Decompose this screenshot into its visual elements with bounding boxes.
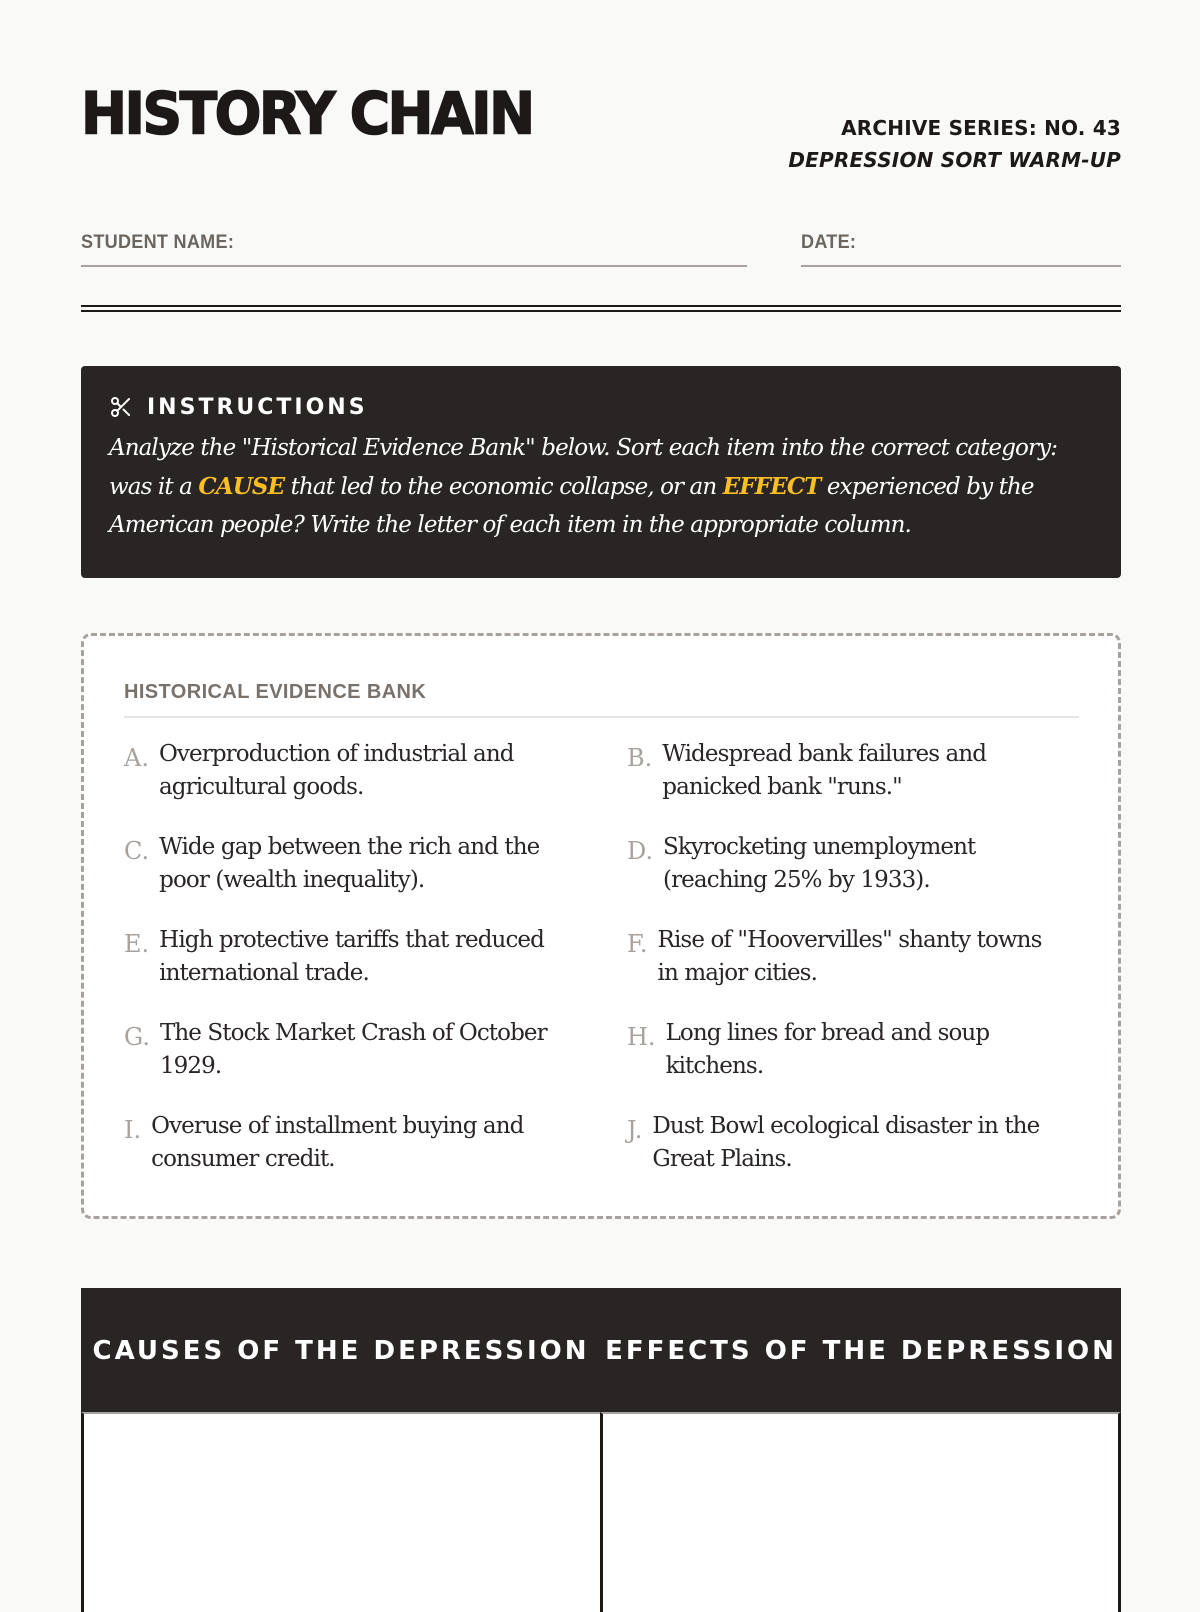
evidence-item-g bbox=[124, 1017, 564, 1083]
scissors-icon bbox=[109, 395, 133, 419]
student-fields bbox=[81, 228, 1121, 266]
item-text: Widespread bank failures and panicked bank "runs." bbox=[662, 741, 987, 800]
item-text: Overuse of installment buying and consumer credit. bbox=[151, 1113, 524, 1172]
worksheet-subtitle: DEPRESSION SORT WARM-UP bbox=[788, 148, 1121, 172]
page-title: HISTORY CHAIN bbox=[81, 79, 533, 148]
instructions-text bbox=[109, 429, 1093, 545]
item-letter: D. bbox=[627, 837, 654, 865]
series-number: ARCHIVE SERIES: NO. 43 bbox=[841, 116, 1121, 140]
item-text: The Stock Market Crash of October 1929. bbox=[159, 1020, 547, 1079]
evidence-item-j bbox=[627, 1110, 1067, 1176]
item-text: Long lines for bread and soup kitchens. bbox=[665, 1020, 990, 1079]
instructions-panel bbox=[81, 366, 1121, 578]
item-letter: H. bbox=[627, 1023, 656, 1051]
effects-answer-area[interactable] bbox=[600, 1412, 1121, 1612]
evidence-item-e bbox=[124, 924, 564, 990]
instructions-title: INSTRUCTIONS bbox=[147, 394, 368, 420]
item-letter: A. bbox=[124, 744, 149, 772]
item-letter: E. bbox=[124, 930, 150, 958]
evidence-item-a bbox=[124, 738, 564, 804]
item-letter: C. bbox=[124, 837, 150, 865]
header bbox=[81, 80, 1121, 180]
sort-table-header bbox=[81, 1288, 1121, 1412]
evidence-bank-title: HISTORICAL EVIDENCE BANK bbox=[124, 678, 1079, 718]
double-divider bbox=[81, 305, 1121, 312]
causes-answer-area[interactable] bbox=[81, 1412, 600, 1612]
item-text: Dust Bowl ecological disaster in the Great Plains. bbox=[652, 1113, 1040, 1172]
effects-column-title: EFFECTS OF THE DEPRESSION bbox=[605, 1336, 1117, 1366]
item-text: Skyrocketing unemployment (reaching 25% by 1933). bbox=[663, 834, 976, 893]
evidence-item-d bbox=[627, 831, 1067, 897]
sort-table bbox=[81, 1288, 1121, 1600]
date-field[interactable] bbox=[801, 228, 1121, 267]
item-letter: I. bbox=[124, 1116, 142, 1144]
cause-highlight: CAUSE bbox=[198, 472, 285, 500]
series-info bbox=[788, 113, 1121, 177]
item-letter: F. bbox=[627, 930, 648, 958]
item-letter: B. bbox=[627, 744, 653, 772]
instructions-text-part3: experienced by the American people? Write the letter of each item in the appropriate column. bbox=[109, 473, 1034, 538]
evidence-item-i bbox=[124, 1110, 564, 1176]
item-text: High protective tariffs that reduced international trade. bbox=[159, 927, 544, 986]
item-letter: G. bbox=[124, 1023, 150, 1051]
evidence-item-h bbox=[627, 1017, 1067, 1083]
student-name-field[interactable] bbox=[81, 228, 747, 267]
causes-column-title: CAUSES OF THE DEPRESSION bbox=[92, 1336, 590, 1366]
evidence-item-c bbox=[124, 831, 564, 897]
instructions-text-part2: that led to the economic collapse, or an bbox=[284, 473, 723, 500]
date-label: DATE: bbox=[801, 232, 857, 253]
instructions-text-part1: Analyze the "Historical Evidence Bank" below. Sort each item into the correct category: was it a bbox=[109, 435, 1058, 500]
effect-highlight: EFFECT bbox=[722, 472, 821, 500]
item-text: Rise of "Hoovervilles" shanty towns in major cities. bbox=[657, 927, 1042, 986]
item-text: Overproduction of industrial and agricultural goods. bbox=[158, 741, 514, 800]
evidence-item-f bbox=[627, 924, 1067, 990]
item-text: Wide gap between the rich and the poor (wealth inequality). bbox=[159, 834, 540, 893]
evidence-bank bbox=[81, 633, 1121, 1219]
evidence-item-b bbox=[627, 738, 1067, 804]
student-name-label: STUDENT NAME: bbox=[81, 232, 235, 253]
sort-table-body bbox=[81, 1412, 1121, 1612]
item-letter: J. bbox=[627, 1116, 643, 1144]
instructions-header bbox=[109, 392, 1093, 422]
